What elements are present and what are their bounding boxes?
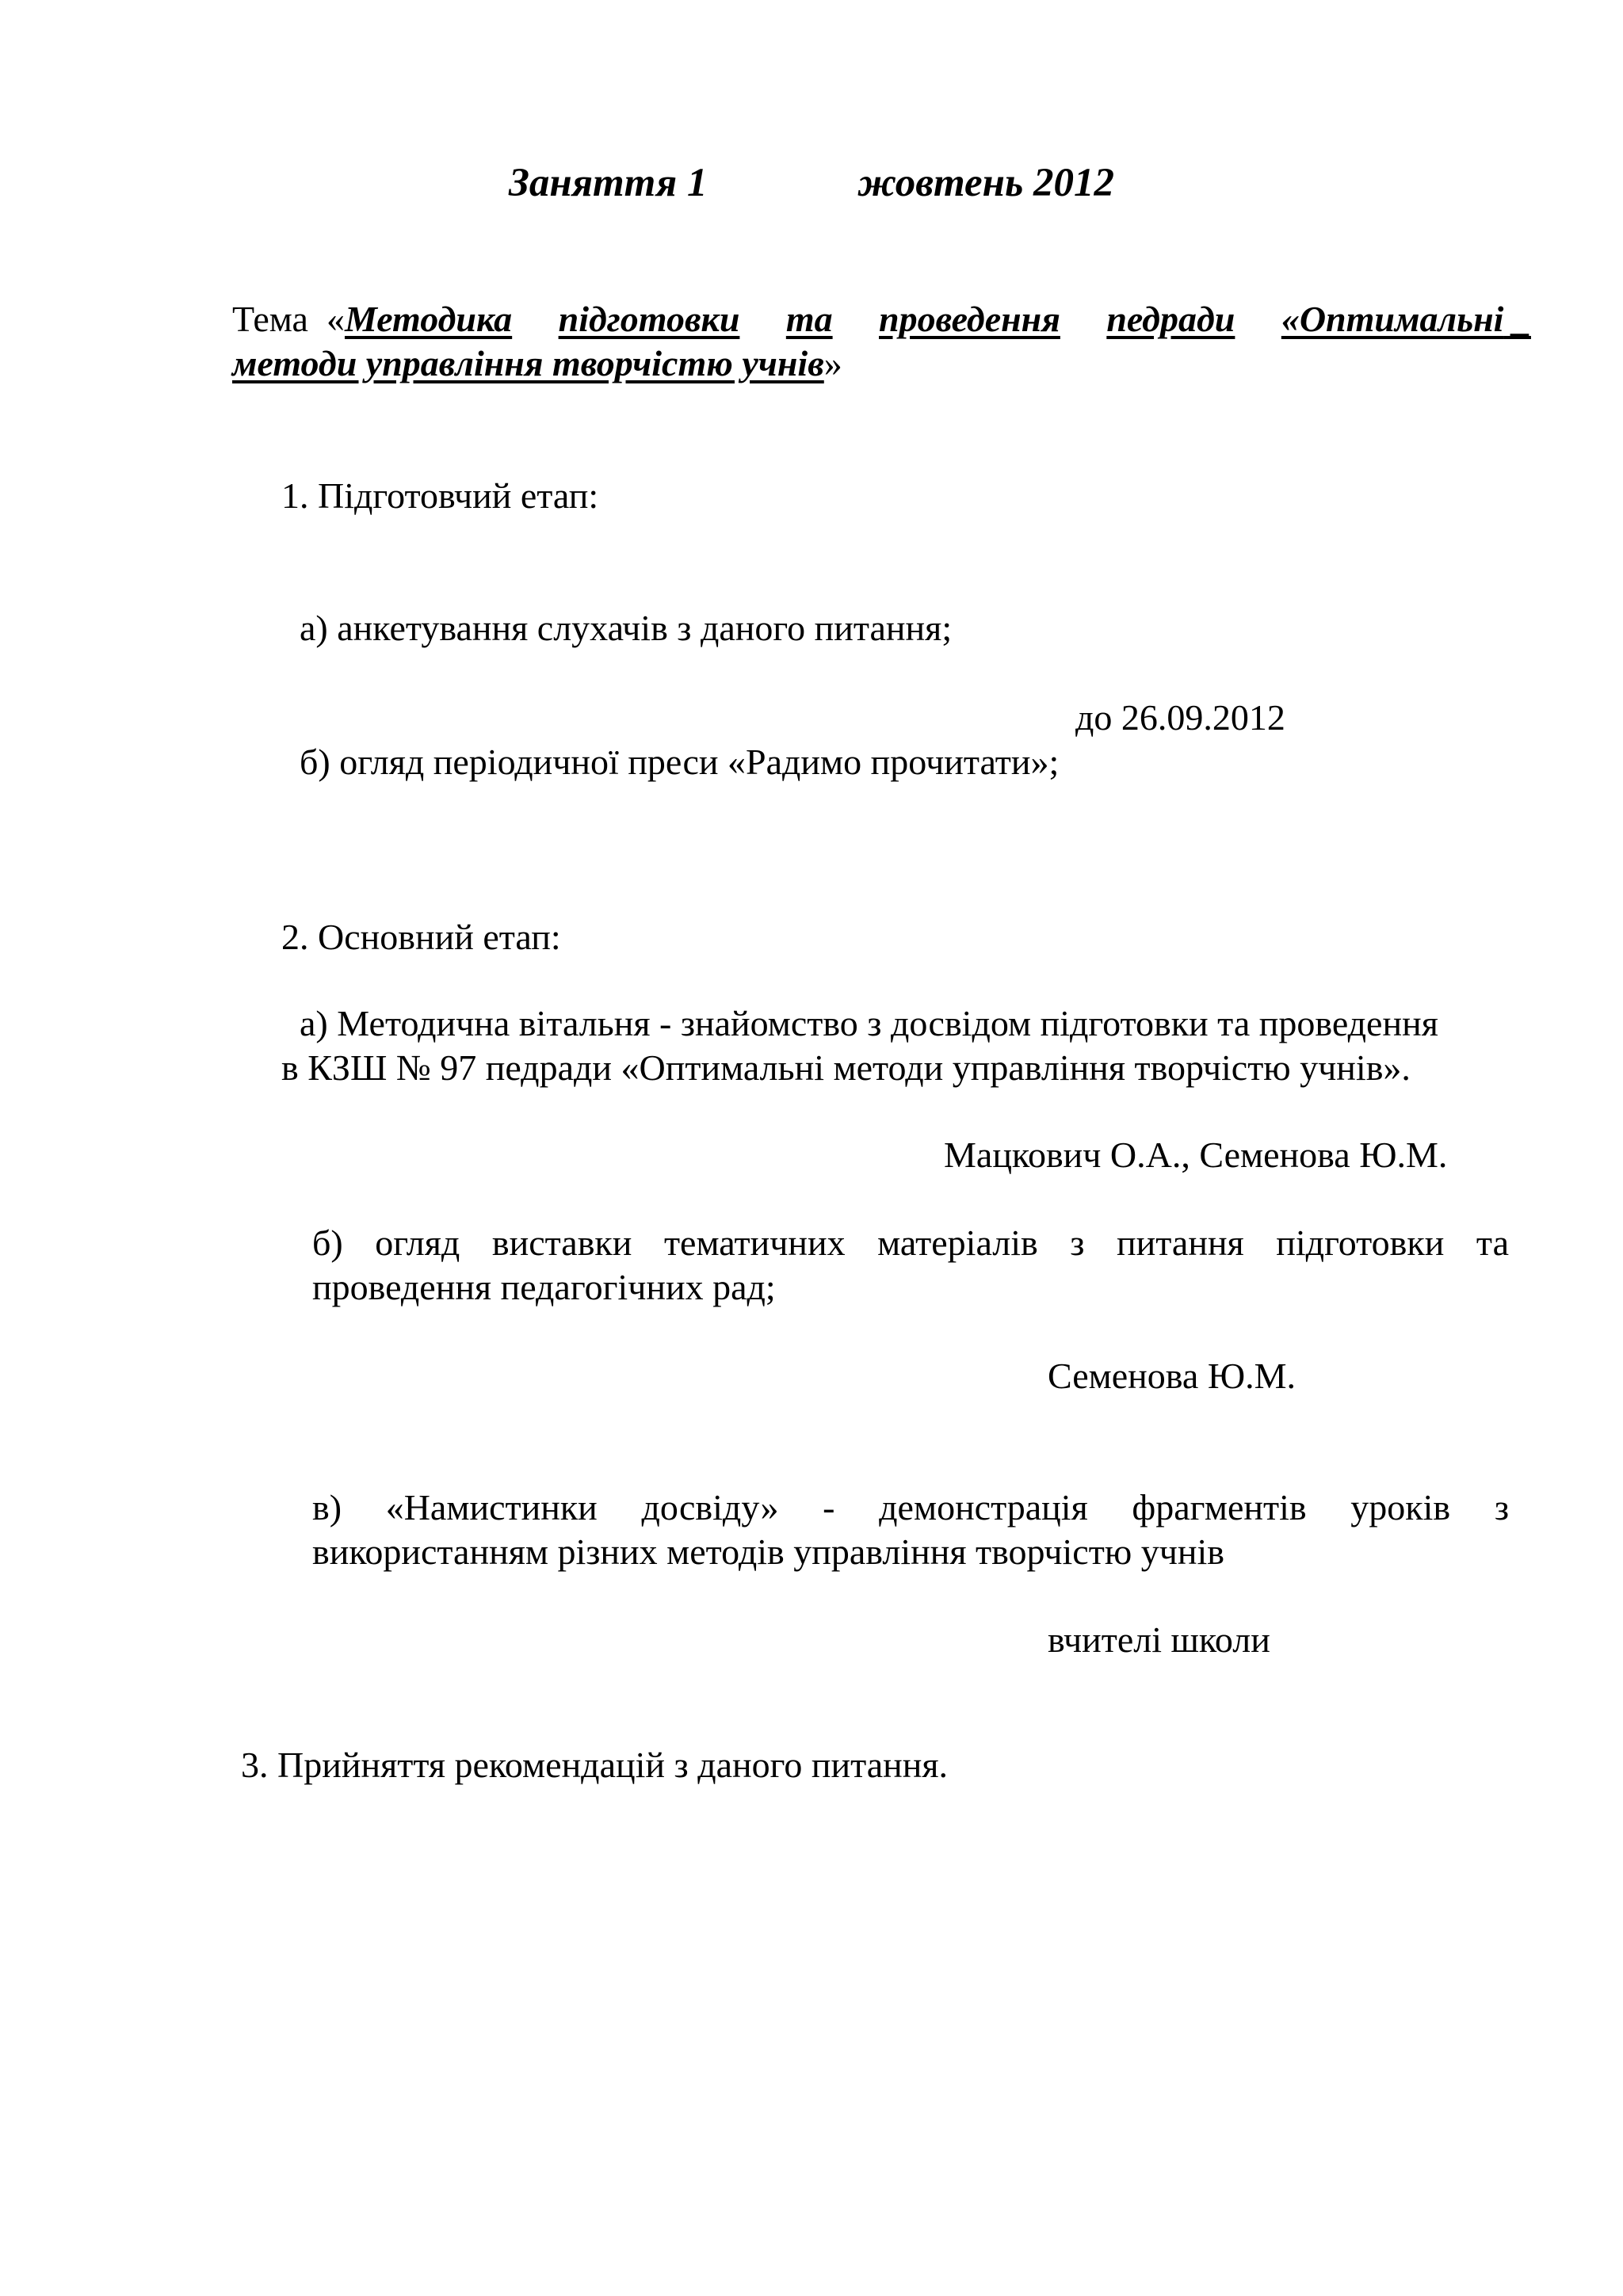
theme-title-word: педради [1106,299,1235,339]
stage-1-heading: 1. Підготовчий етап: [281,475,599,516]
document-header [0,158,1623,208]
stage-2-item-c-responsible: вчителі школи [1048,1619,1270,1660]
theme-line-1 [232,297,1531,341]
stage-3-heading: 3. Прийняття рекомендацій з даного питання. [241,1745,949,1785]
theme-block [232,297,1531,386]
theme-title-word: підготовки [558,299,740,339]
theme-title-word: проведення [879,299,1060,339]
stage-2-item-c-line-1: в) «Намистинки досвіду» - демонстрація фрагментів уроків з [312,1487,1509,1527]
theme-title-word: та [785,299,833,339]
stage-2-item-a-responsible: Мацкович О.А., Семенова Ю.М. [944,1135,1448,1175]
stage-2-item-b-responsible: Семенова Ю.М. [1048,1356,1296,1396]
stage-1-item-a: а) анкетування слухачів з даного питання; [300,608,953,648]
lesson-date: жовтень 2012 [857,161,1115,205]
stage-2-item-a-line-2: в КЗШ № 97 педради «Оптимальні методи управління творчістю учнів». [281,1047,1411,1088]
lesson-number: Заняття 1 [508,161,708,205]
stage-1-deadline: до 26.09.2012 [1075,697,1285,738]
theme-line-2 [232,341,1531,386]
theme-close-quote: » [823,343,842,383]
theme-title-last-word [1281,297,1531,341]
stage-2-item-a-line-1: а) Методична вітальня - знайомство з досвідом підготовки та проведення [300,1003,1438,1043]
stage-2-heading: 2. Основний етап: [281,917,561,957]
stage-1-item-b: б) огляд періодичної преси «Радимо прочитати»; [300,742,1060,782]
theme-title-trail: _ [1503,299,1531,339]
stage-2-item-b-line-2: проведення педагогічних рад; [312,1267,776,1307]
theme-label: Тема [232,299,308,339]
theme-title-word: Методика [344,299,513,339]
theme-label-with-quote [232,297,512,341]
theme-title-line-2: методи управління творчістю учнів [232,343,824,383]
theme-open-quote: « [326,299,345,339]
theme-title-word: «Оптимальні [1281,299,1504,339]
stage-2-item-c-line-2: використанням різних методів управління творчістю учнів [312,1531,1224,1572]
stage-2-item-b-line-1: б) огляд виставки тематичних матеріалів з питання підготовки та [312,1222,1509,1263]
